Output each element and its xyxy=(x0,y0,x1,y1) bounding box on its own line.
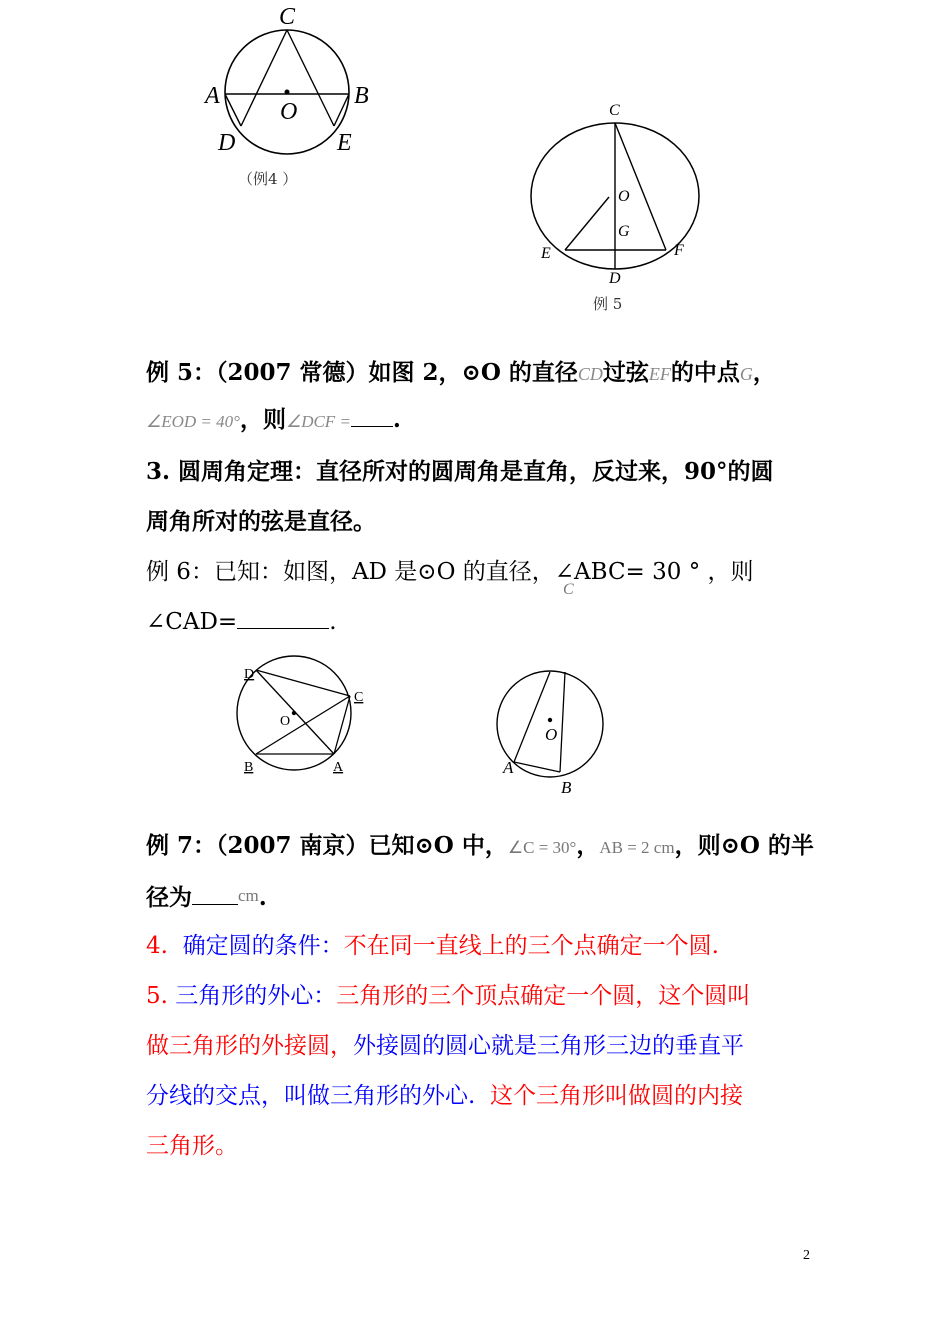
item-5-line-2-red: 做三角形的外接圆， xyxy=(146,1033,353,1059)
unit-cm: cm xyxy=(238,886,259,905)
center-dot xyxy=(548,718,552,722)
label-e: E xyxy=(337,130,352,156)
label-c: C xyxy=(609,102,620,119)
example-7-line-2-end: . xyxy=(258,884,267,911)
example-5-mid1: 过弦 xyxy=(602,359,649,386)
radius-oe xyxy=(565,197,609,250)
item-5-line-2 xyxy=(146,1031,744,1061)
example-7-line-1 xyxy=(146,831,814,863)
stray-label-c: C xyxy=(563,581,574,598)
example-5-line-2 xyxy=(146,405,401,437)
example-5-line-1 xyxy=(146,358,776,389)
label-b: B xyxy=(244,760,254,775)
label-b: B xyxy=(561,778,572,797)
item-4 xyxy=(146,931,719,961)
math-g: G xyxy=(739,364,753,384)
math-ab: AB = 2 cm xyxy=(599,838,675,857)
theorem-3-line-2: 周角所对的弦是直径。 xyxy=(146,508,376,535)
label-o: O xyxy=(280,99,298,125)
label-o: O xyxy=(618,188,630,205)
item-5-line-1-text: 三角形的三个顶点确定一个圆，这个圆叫 xyxy=(336,983,751,1009)
label-a: A xyxy=(205,83,220,109)
item-5-line-2-blue: 外接圆的圆心就是三角形三边的垂直平 xyxy=(353,1033,744,1059)
math-ef: EF xyxy=(648,364,671,384)
theorem-3-line-1: 3. 圆周角定理：直径所对的圆周角是直角，反过来，90°的圆 xyxy=(146,458,774,485)
math-angle-c: ∠C = 30° xyxy=(507,838,577,857)
item-4-title: 确定圆的条件： xyxy=(182,933,344,959)
figure-caption-example-5: 例 5 xyxy=(593,295,623,313)
figure-example-5 xyxy=(520,95,720,295)
item-5-line-4 xyxy=(146,1131,238,1161)
label-d: D xyxy=(218,130,236,156)
figure-example-4 xyxy=(200,0,380,170)
example-6-line-1: 例 6：已知：如图，AD 是⊙O 的直径，∠ABC= 30 ° ，则 xyxy=(146,559,754,585)
item-5-line-4-red: 三角形。 xyxy=(146,1133,238,1159)
label-b: B xyxy=(354,83,369,109)
answer-blank-example-7[interactable] xyxy=(192,884,238,905)
label-e: E xyxy=(541,245,551,262)
center-dot xyxy=(285,90,290,95)
label-c: C xyxy=(279,4,296,30)
example-5-prefix: 例 5：（2007 常德）如图 2，⊙O 的直径 xyxy=(146,359,578,386)
example-7-prefix: 例 7：（2007 南京）已知⊙O 中， xyxy=(146,832,508,859)
example-5-end: . xyxy=(392,406,401,433)
label-a: A xyxy=(333,760,344,775)
item-5-line-3 xyxy=(146,1081,743,1111)
label-f: F xyxy=(674,242,684,259)
math-cd: CD xyxy=(577,364,603,384)
label-c: C xyxy=(354,690,364,705)
chord-ac xyxy=(514,672,550,762)
answer-blank-example-6[interactable] xyxy=(237,608,329,629)
example-7-line-2 xyxy=(146,881,267,913)
item-5-line-1 xyxy=(146,981,750,1011)
example-5-mid3: ，则 xyxy=(239,406,286,433)
figure-example-6 xyxy=(230,650,380,790)
figure-example-7 xyxy=(490,662,620,802)
page-number: 2 xyxy=(803,1248,810,1263)
label-o: O xyxy=(280,714,291,729)
math-angle-eod: ∠EOD = 40° xyxy=(146,412,240,431)
example-6-line-2 xyxy=(146,607,337,637)
chord-ab xyxy=(514,762,560,772)
label-d: D xyxy=(609,270,621,287)
example-7-suffix: ，则⊙O 的半 xyxy=(674,832,814,859)
example-6-line-2-prefix: ∠CAD= xyxy=(146,609,238,635)
example-7-sep: ， xyxy=(576,832,600,859)
example-6-line-2-end: . xyxy=(329,609,337,635)
item-4-text: 不在同一直线上的三个点确定一个圆. xyxy=(343,933,719,959)
example-5-mid2: 的中点 xyxy=(670,359,740,386)
example-7-line-2-prefix: 径为 xyxy=(146,884,192,911)
label-a: A xyxy=(503,758,514,777)
label-d: D xyxy=(244,667,255,682)
item-5-number: 5. xyxy=(146,983,168,1009)
item-4-number: 4. xyxy=(146,933,168,959)
label-o: O xyxy=(545,725,558,744)
item-5-title: 三角形的外心： xyxy=(175,983,337,1009)
chord-bc xyxy=(560,672,565,772)
label-g: G xyxy=(618,223,630,240)
example-5-comma: ， xyxy=(752,359,776,386)
item-5-line-3-blue: 分线的交点，叫做三角形的外心. xyxy=(146,1083,476,1109)
item-5-line-3-red: 这个三角形叫做圆的内接 xyxy=(489,1083,743,1109)
figure-caption-example-4: （例4 ） xyxy=(238,170,298,188)
math-angle-dcf: ∠DCF = xyxy=(285,412,351,431)
answer-blank-example-5[interactable] xyxy=(351,412,393,427)
center-dot xyxy=(292,711,296,715)
